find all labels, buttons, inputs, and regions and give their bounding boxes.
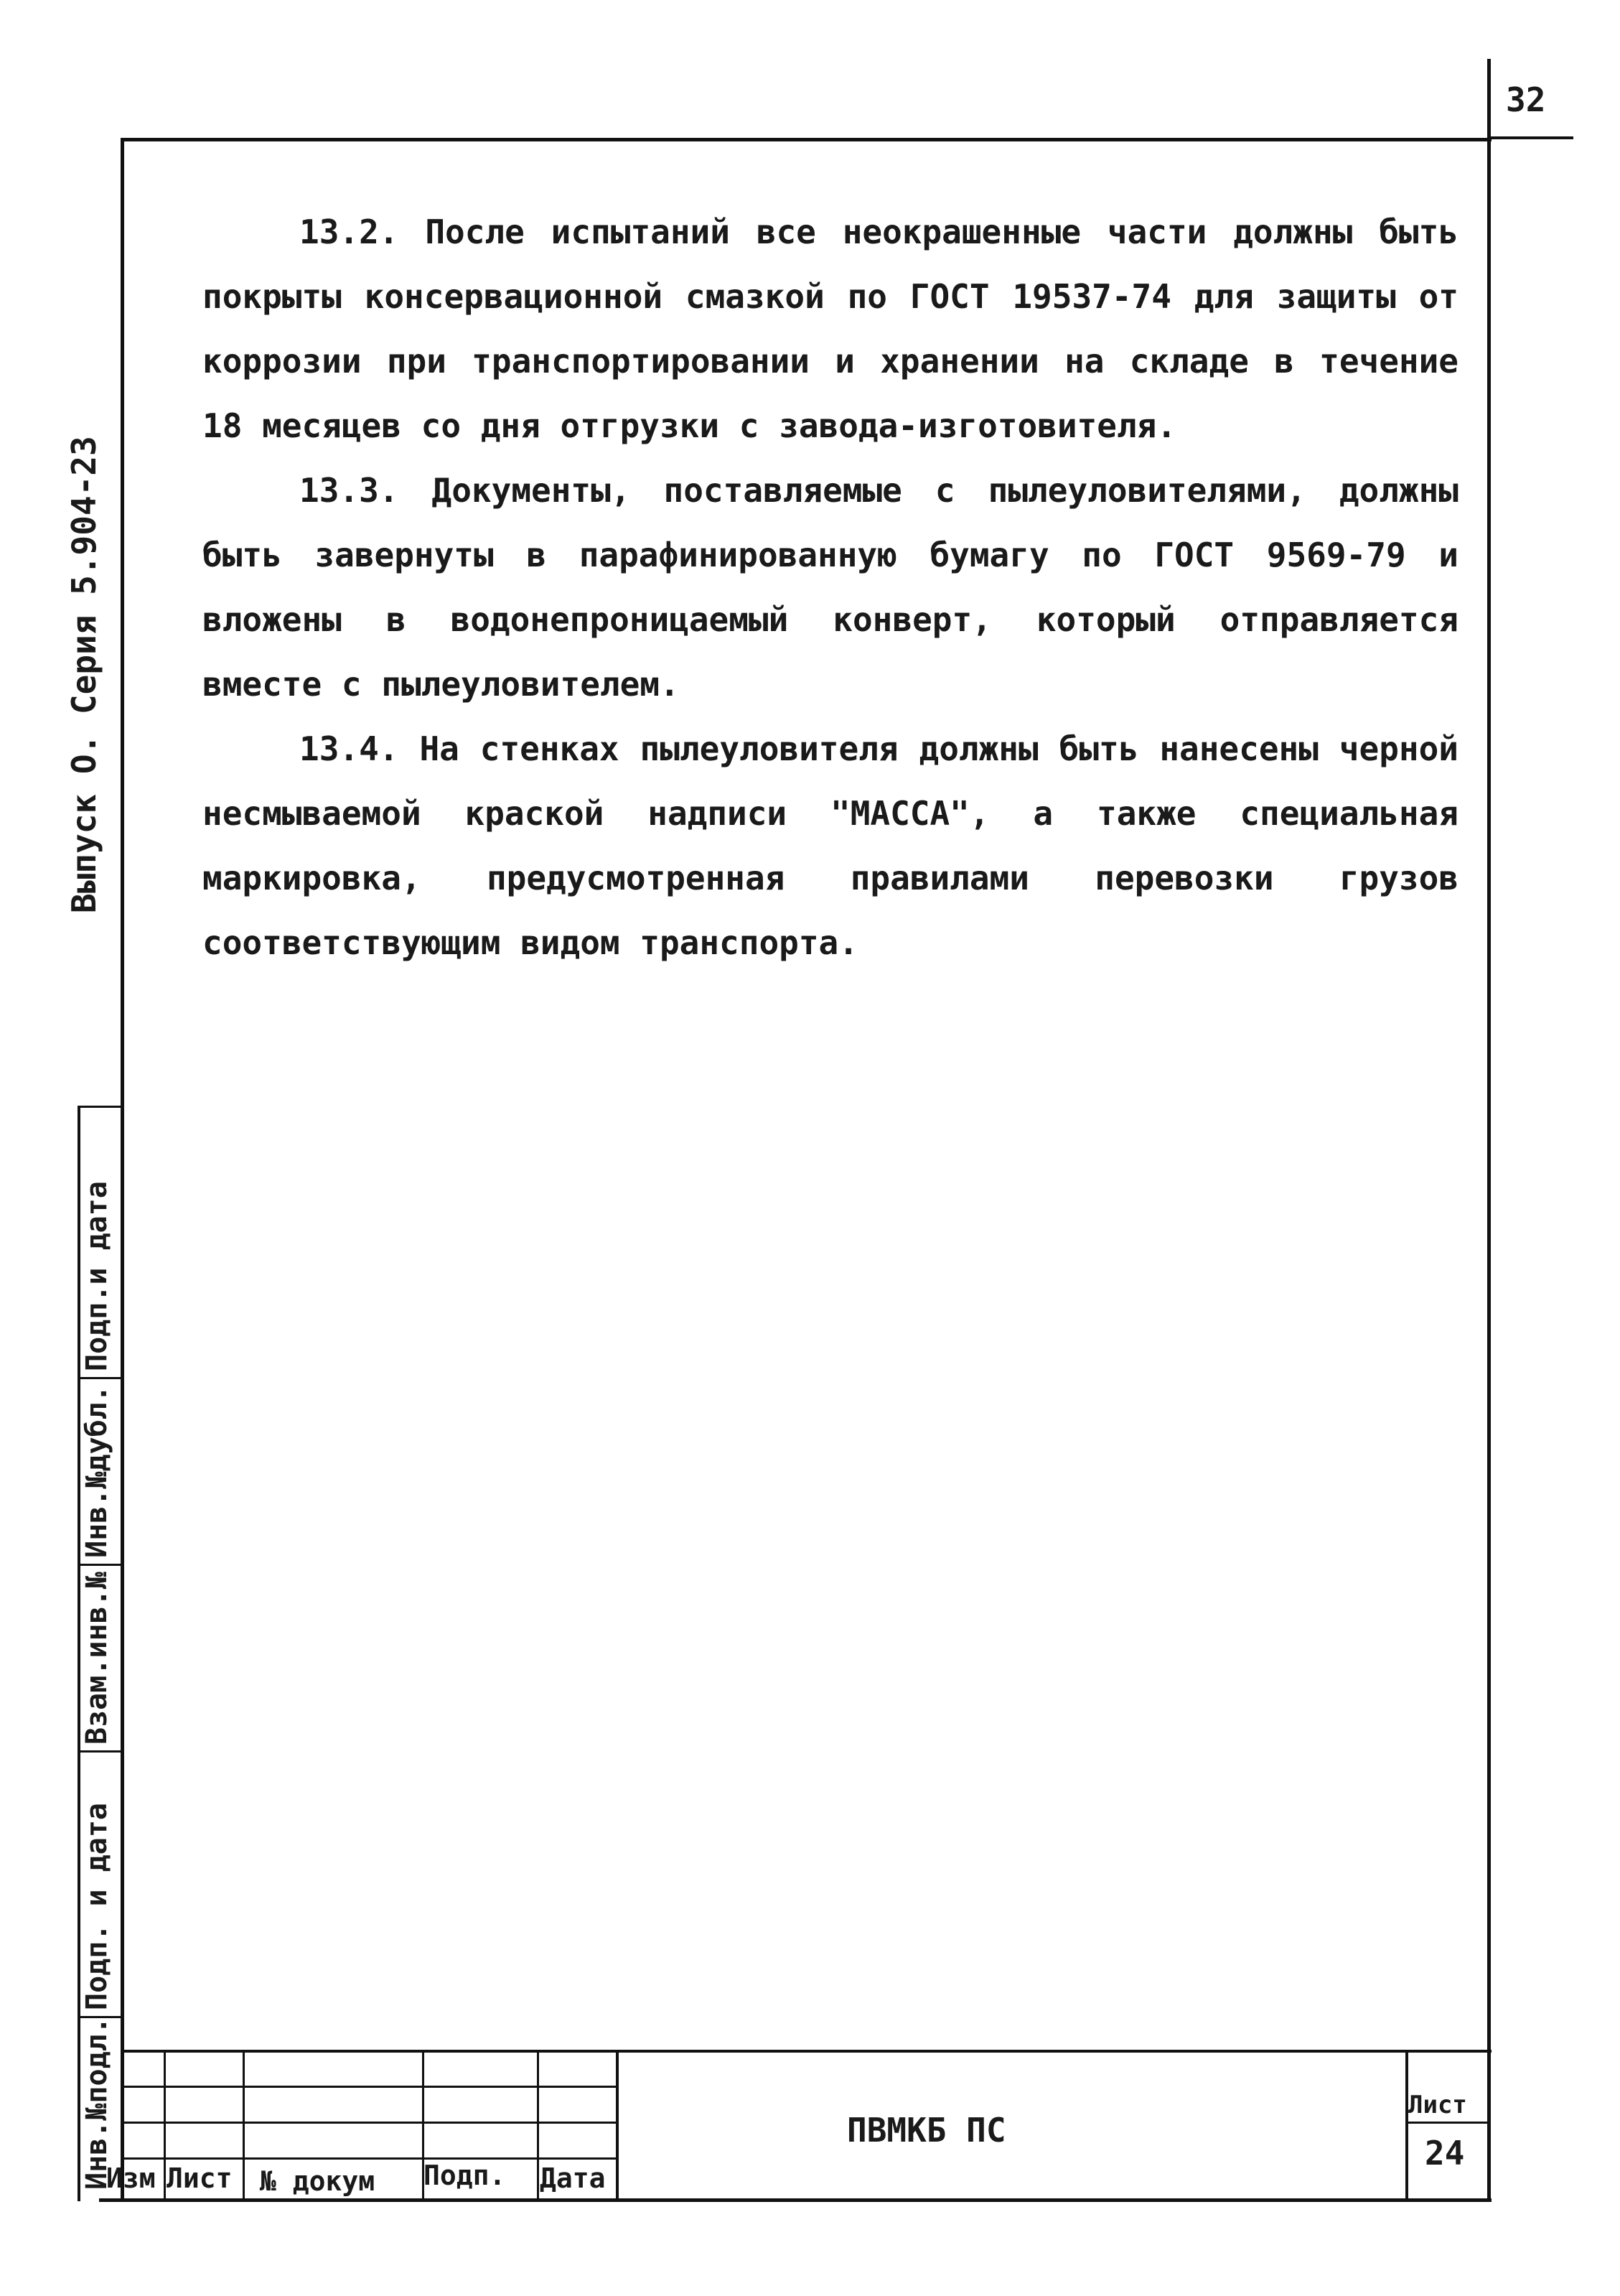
paragraph-number: 13.2.	[299, 213, 399, 251]
page-number-rule	[1487, 59, 1491, 139]
side-stamp-vzam-inv: Взам.инв.№	[80, 1572, 113, 1745]
page-number-underline	[1487, 136, 1573, 139]
title-block-row-3	[121, 2157, 616, 2160]
side-stamp-top	[78, 1106, 122, 1108]
title-block-row-1	[121, 2086, 616, 2088]
side-stamp-inv-podl: Инв.№подл.	[80, 2017, 113, 2190]
sheet-label: Лист	[1408, 2091, 1467, 2119]
frame-top	[121, 138, 1492, 141]
side-stamp-podp-data: Подп. и дата	[80, 1803, 113, 2010]
side-stamp-podp-data-2: Подп.и дата	[80, 1181, 113, 1371]
header-signature: Подп.	[423, 2160, 506, 2191]
series-title: Выпуск О. Серия 5.904-23	[65, 436, 103, 913]
header-doc-number: № докум	[260, 2165, 375, 2197]
frame-bottom	[99, 2198, 1492, 2202]
title-block-col-5	[616, 2050, 619, 2201]
sheet-cell-divider	[1405, 2122, 1490, 2124]
page-number: 32	[1506, 80, 1546, 119]
paragraph-number: 13.3.	[299, 471, 399, 510]
frame-left	[121, 138, 124, 2201]
header-izm: Изм	[106, 2162, 156, 2194]
paragraph-13-3	[202, 458, 1459, 717]
paragraph-13-2	[202, 200, 1459, 458]
title-block-top	[121, 2050, 1492, 2053]
paragraph-text: Документы, поставляемые с пылеуловителями, должны быть завернуты в парафинированную бумагу по ГОСТ 9569-79 и вложены в водонепроницаемый конверт, который отправляется вместе с пылеуловителем.	[202, 471, 1459, 704]
side-stamp-divider-3	[78, 1750, 122, 1753]
frame-right	[1487, 138, 1491, 2201]
sheet-cell-left	[1405, 2050, 1408, 2201]
side-stamp-divider-1	[78, 1377, 122, 1379]
title-block-col-2	[243, 2050, 245, 2201]
title-block-col-4	[537, 2050, 539, 2201]
title-block-row-2	[121, 2122, 616, 2124]
paragraph-number: 13.4.	[299, 729, 399, 768]
title-block-col-1	[164, 2050, 166, 2201]
document-code: ПВМКБ ПС	[847, 2111, 1006, 2150]
header-list: Лист	[167, 2162, 233, 2194]
sheet-number: 24	[1425, 2134, 1465, 2173]
paragraph-text: После испытаний все неокрашенные части должны быть покрыты консервационной смазкой по ГОСТ 19537-74 для защиты от коррозии при транспортировании и хранении на складе в течение 18 месяцев со дня отгрузки с завода-изготовителя.	[202, 213, 1459, 445]
header-date: Дата	[540, 2162, 606, 2194]
side-stamp-inv-dubl: Инв.№дубл.	[80, 1385, 113, 1558]
side-stamp-divider-2	[78, 1564, 122, 1566]
paragraph-text: На стенках пылеуловителя должны быть нанесены черной несмываемой краской надписи "МАССА", а также специальная маркировка, предусмотренная правилами перевозки грузов соответствующим видом транспорта.	[202, 729, 1459, 962]
paragraph-13-4	[202, 717, 1459, 975]
